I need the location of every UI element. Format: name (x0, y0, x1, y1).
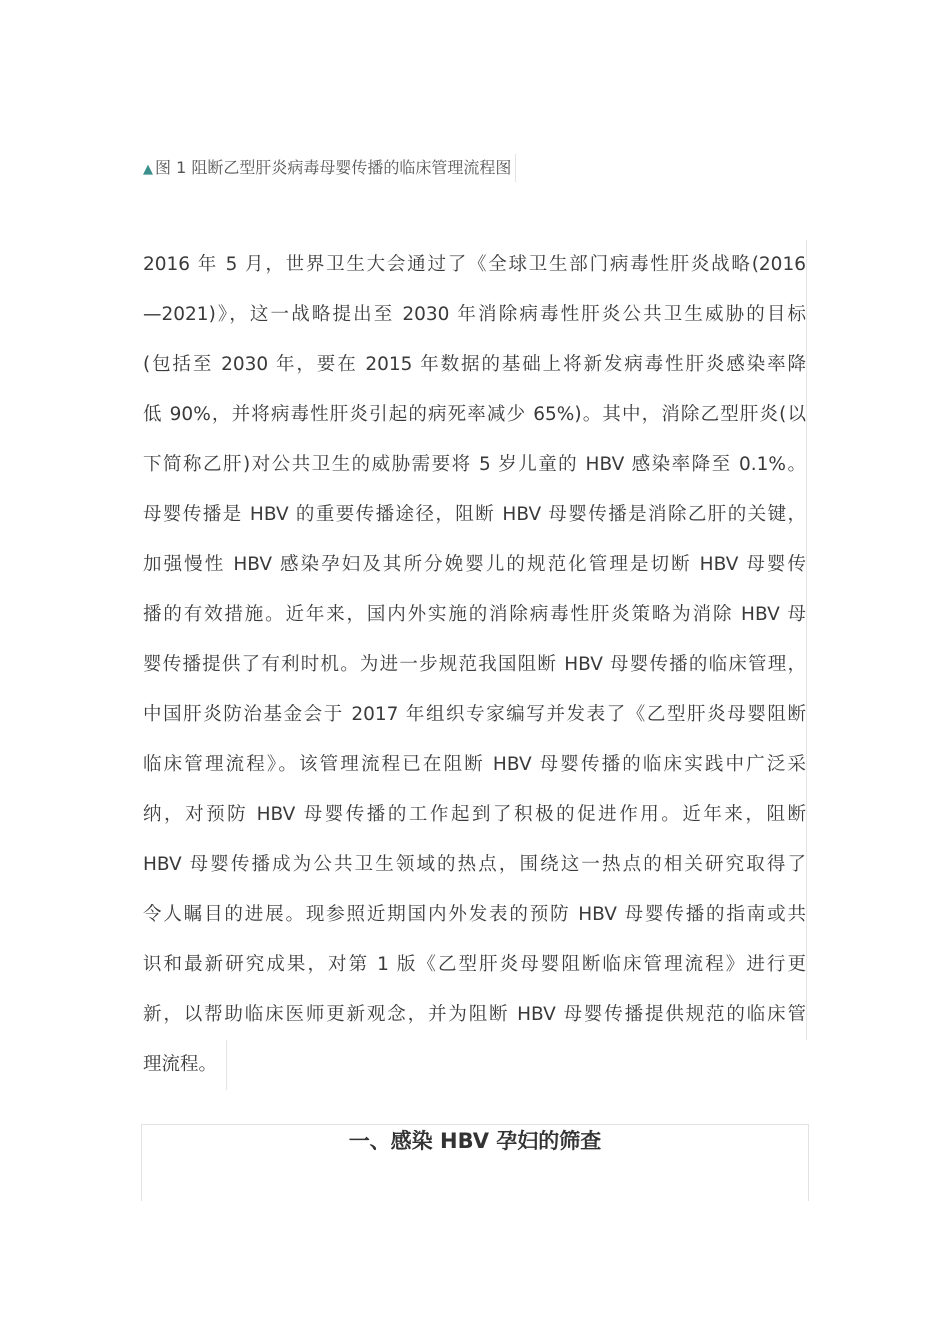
body-paragraph (143, 240, 807, 1090)
paragraph-line: 播的有效措施。近年来，国内外实施的消除病毒性肝炎策略为消除 HBV 母 (143, 590, 807, 640)
paragraph-line: 2016 年 5 月，世界卫生大会通过了《全球卫生部门病毒性肝炎战略(2016 (143, 240, 807, 290)
paragraph-line: 中国肝炎防治基金会于 2017 年组织专家编写并发表了《乙型肝炎母婴阻断 (143, 690, 807, 740)
figure-caption (143, 154, 516, 182)
section-box (141, 1124, 809, 1201)
paragraph-line: 下简称乙肝)对公共卫生的威胁需要将 5 岁儿童的 HBV 感染率降至 0.1%。 (143, 440, 807, 490)
paragraph-line: 加强慢性 HBV 感染孕妇及其所分娩婴儿的规范化管理是切断 HBV 母婴传 (143, 540, 807, 590)
paragraph-line: 令人瞩目的进展。现参照近期国内外发表的预防 HBV 母婴传播的指南或共 (143, 890, 807, 940)
paragraph-line: 识和最新研究成果，对第 1 版《乙型肝炎母婴阻断临床管理流程》进行更 (143, 940, 807, 990)
paragraph-line: 纳，对预防 HBV 母婴传播的工作起到了积极的促进作用。近年来，阻断 (143, 790, 807, 840)
paragraph-line: 婴传播提供了有利时机。为进一步规范我国阻断 HBV 母婴传播的临床管理， (143, 640, 807, 690)
paragraph-line: 新，以帮助临床医师更新观念，并为阻断 HBV 母婴传播提供规范的临床管 (143, 990, 807, 1040)
paragraph-line: (包括至 2030 年，要在 2015 年数据的基础上将新发病毒性肝炎感染率降 (143, 340, 807, 390)
paragraph-line: 理流程。 (143, 1040, 227, 1090)
paragraph-line: 临床管理流程》。该管理流程已在阻断 HBV 母婴传播的临床实践中广泛采 (143, 740, 807, 790)
paragraph-line: 母婴传播是 HBV 的重要传播途径，阻断 HBV 母婴传播是消除乙肝的关键， (143, 490, 807, 540)
triangle-up-icon: ▲ (143, 162, 153, 177)
figure-caption-text: 图 1 阻断乙型肝炎病毒母婴传播的临床管理流程图 (155, 158, 512, 177)
section-heading: 一、感染 HBV 孕妇的筛查 (348, 1129, 602, 1153)
paragraph-line: 低 90%，并将病毒性肝炎引起的病死率减少 65%)。其中，消除乙型肝炎(以 (143, 390, 807, 440)
paragraph-line: —2021)》，这一战略提出至 2030 年消除病毒性肝炎公共卫生威胁的目标 (143, 290, 807, 340)
paragraph-line: HBV 母婴传播成为公共卫生领域的热点，围绕这一热点的相关研究取得了 (143, 840, 807, 890)
